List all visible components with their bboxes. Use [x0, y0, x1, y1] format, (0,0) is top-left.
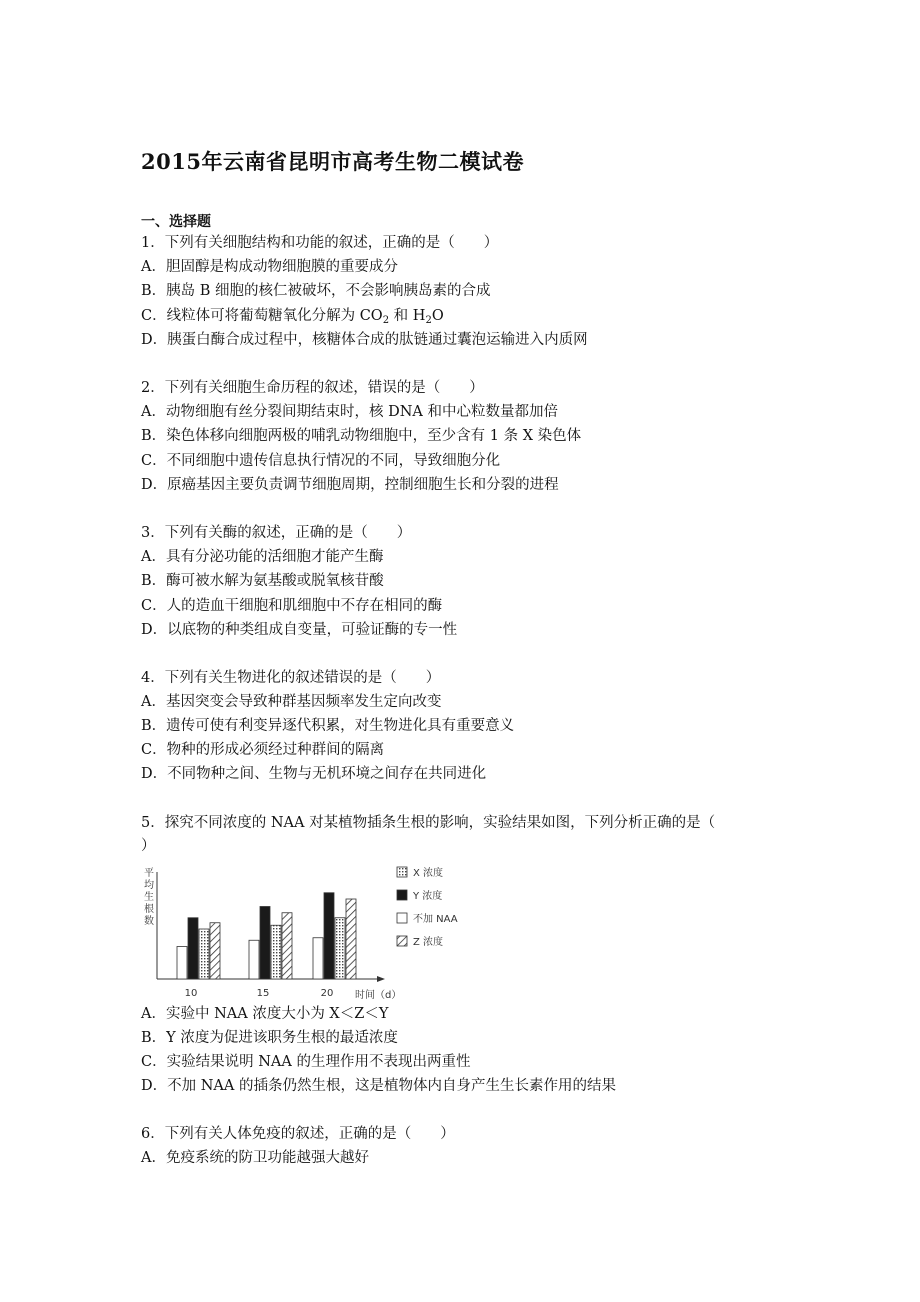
q3-option-a: A．具有分泌功能的活细胞才能产生酶 — [141, 549, 384, 565]
q1-c-text3: O — [431, 308, 444, 324]
legend-swatch-3 — [397, 936, 407, 946]
y-axis-label — [144, 867, 154, 927]
q6-stem: 6．下列有关人体免疫的叙述，正确的是（ ） — [141, 1126, 455, 1142]
legend-label-2: 不加 NAA — [413, 914, 458, 925]
q4-option-d: D．不同物种之间、生物与无机环境之间存在共同进化 — [141, 766, 487, 782]
bar-10-1 — [188, 918, 198, 979]
y-axis-label-char: 数 — [144, 916, 154, 927]
y-axis-label-char: 根 — [144, 904, 154, 915]
y-axis-label-char: 平 — [144, 868, 154, 879]
chart-bars — [177, 893, 356, 979]
q2-option-c: C．不同细胞中遗传信息执行情况的不同，导致细胞分化 — [141, 453, 501, 469]
legend-swatch-0 — [397, 867, 407, 877]
x-axis-label: 时间（d） — [355, 990, 402, 1001]
y-axis-label-char: 生 — [144, 892, 154, 903]
section-heading: 一、选择题 — [141, 214, 211, 230]
bar-20-2 — [335, 918, 345, 979]
x-tick-labels — [185, 988, 334, 999]
q1-option-b: B．胰岛 B 细胞的核仁被破坏，不会影响胰岛素的合成 — [141, 283, 491, 299]
q3-option-d: D．以底物的种类组成自变量，可验证酶的专一性 — [141, 622, 458, 638]
bar-10-0 — [177, 947, 187, 980]
q5-option-c: C．实验结果说明 NAA 的生理作用不表现出两重性 — [141, 1054, 471, 1070]
x-axis-arrow — [377, 976, 385, 982]
q3-stem: 3．下列有关酶的叙述，正确的是（ ） — [141, 525, 412, 541]
q5-stem: 5．探究不同浓度的 NAA 对某植物插条生根的影响，实验结果如图，下列分析正确的是（ — [141, 815, 716, 831]
q2-option-a: A．动物细胞有丝分裂间期结束时，核 DNA 和中心粒数量都加倍 — [141, 404, 558, 420]
chart-legend — [397, 866, 458, 948]
q4-option-a: A．基因突变会导致种群基因频率发生定向改变 — [141, 694, 442, 710]
legend-swatch-1 — [397, 890, 407, 900]
q3-option-b: B．酶可被水解为氨基酸或脱氧核苷酸 — [141, 573, 384, 589]
q2-option-d: D．原癌基因主要负责调节细胞周期，控制细胞生长和分裂的进程 — [141, 477, 559, 493]
bar-20-1 — [324, 893, 334, 979]
exam-title: 2015年云南省昆明市高考生物二模试卷 — [141, 149, 524, 174]
x-tick-10: 10 — [184, 988, 198, 999]
q1-c-text2: 和 H — [389, 308, 426, 324]
q1-option-a: A．胆固醇是构成动物细胞膜的重要成分 — [141, 259, 398, 275]
x-tick-20: 20 — [320, 988, 334, 999]
bar-15-0 — [249, 940, 259, 979]
q5-option-a: A．实验中 NAA 浓度大小为 X＜Z＜Y — [141, 1006, 389, 1022]
legend-label-1: Y 浓度 — [413, 891, 443, 902]
bar-10-2 — [199, 929, 209, 979]
q6-option-a: A．免疫系统的防卫功能越强大越好 — [141, 1150, 369, 1166]
q4-option-b: B．遗传可使有利变异逐代积累，对生物进化具有重要意义 — [141, 718, 515, 734]
x-tick-15: 15 — [256, 988, 270, 999]
q1-stem: 1．下列有关细胞结构和功能的叙述，正确的是（ ） — [141, 235, 499, 251]
q5-stem-end: ） — [141, 838, 156, 854]
q4-stem: 4．下列有关生物进化的叙述错误的是（ ） — [141, 670, 441, 686]
bar-20-3 — [346, 899, 356, 979]
bar-20-0 — [313, 938, 323, 979]
bar-15-3 — [282, 913, 292, 979]
q5-option-d: D．不加 NAA 的插条仍然生根，这是植物体内自身产生生长素作用的结果 — [141, 1078, 616, 1094]
q5-option-b: B．Y 浓度为促进该职务生根的最适浓度 — [141, 1030, 398, 1046]
legend-swatch-2 — [397, 913, 407, 923]
q1-c-sub1: 2 — [382, 315, 390, 326]
naa-rooting-chart — [141, 862, 481, 1002]
q1-c-text1: C．线粒体可将葡萄糖氧化分解为 CO — [141, 308, 383, 324]
bar-15-1 — [260, 907, 270, 980]
q1-option-c — [141, 306, 444, 326]
bar-15-2 — [271, 925, 281, 979]
legend-label-0: X 浓度 — [413, 868, 444, 879]
q3-option-c: C．人的造血干细胞和肌细胞中不存在相同的酶 — [141, 598, 443, 614]
q1-option-d: D．胰蛋白酶合成过程中，核糖体合成的肽链通过囊泡运输进入内质网 — [141, 332, 588, 348]
y-axis-label-char: 均 — [144, 880, 154, 891]
q4-option-c: C．物种的形成必须经过种群间的隔离 — [141, 742, 385, 758]
q1-c-sub2: 2 — [425, 315, 432, 326]
legend-label-3: Z 浓度 — [413, 937, 444, 948]
q2-stem: 2．下列有关细胞生命历程的叙述，错误的是（ ） — [141, 380, 484, 396]
bar-10-3 — [210, 923, 220, 979]
q2-option-b: B．染色体移向细胞两极的哺乳动物细胞中，至少含有 1 条 X 染色体 — [141, 428, 582, 444]
